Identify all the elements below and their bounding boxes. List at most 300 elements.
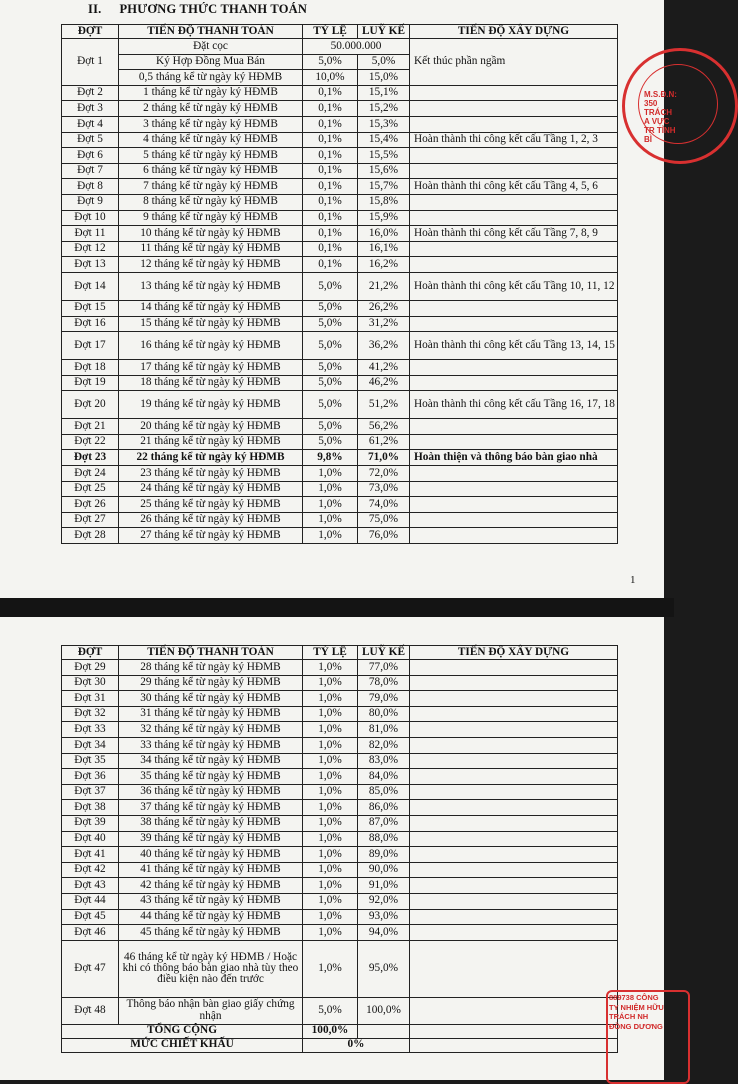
- table-row: [62, 132, 618, 148]
- construction-cell: [410, 241, 618, 257]
- section-heading: PHƯƠNG THỨC THANH TOÁN: [119, 2, 308, 16]
- payment-cell: 41 tháng kể từ ngày ký HĐMB: [119, 862, 303, 878]
- payment-cell: 4 tháng kể từ ngày ký HĐMB: [119, 132, 303, 148]
- rate-cell: 0,1%: [303, 257, 358, 273]
- cumulative-cell: 84,0%: [358, 769, 410, 785]
- dot-47-cumulative: 95,0%: [358, 940, 410, 997]
- payment-cell: 24 tháng kể từ ngày ký HĐMB: [119, 481, 303, 497]
- construction-cell: [410, 316, 618, 332]
- construction-cell: [410, 784, 618, 800]
- table-row: [62, 316, 618, 332]
- dot-cell: Đợt 6: [62, 148, 119, 164]
- construction-cell: [410, 737, 618, 753]
- construction-cell: [410, 769, 618, 785]
- dot-1b-payment: 0,5 tháng kể từ ngày ký HĐMB: [119, 70, 303, 86]
- dot-cell: Đợt 37: [62, 784, 119, 800]
- rate-cell: 5,0%: [303, 360, 358, 376]
- cumulative-cell: 15,5%: [358, 148, 410, 164]
- dot-1b-rate: 10,0%: [303, 70, 358, 86]
- payment-cell: 40 tháng kể từ ngày ký HĐMB: [119, 847, 303, 863]
- payment-cell: 11 tháng kể từ ngày ký HĐMB: [119, 241, 303, 257]
- dot-cell: Đợt 42: [62, 862, 119, 878]
- construction-cell: [410, 800, 618, 816]
- dot-cell: Đợt 10: [62, 210, 119, 226]
- table-row: [62, 450, 618, 466]
- construction-cell: [410, 360, 618, 376]
- rate-cell: 0,1%: [303, 210, 358, 226]
- dot-48-label: Đợt 48: [62, 997, 119, 1024]
- rate-cell: 5,0%: [303, 272, 358, 300]
- table-row: [62, 847, 618, 863]
- cumulative-cell: 15,7%: [358, 179, 410, 195]
- table-row: [62, 466, 618, 482]
- payment-cell: 36 tháng kể từ ngày ký HĐMB: [119, 784, 303, 800]
- dot-cell: Đợt 24: [62, 466, 119, 482]
- total-label: TỔNG CỘNG: [62, 1024, 303, 1038]
- construction-cell: Hoàn thành thi công kết cấu Tầng 7, 8, 9: [410, 226, 618, 242]
- dot-cell: Đợt 16: [62, 316, 119, 332]
- table-row: [62, 163, 618, 179]
- rate-cell: 1,0%: [303, 528, 358, 544]
- construction-cell: [410, 722, 618, 738]
- cumulative-cell: 15,2%: [358, 101, 410, 117]
- construction-cell: [410, 148, 618, 164]
- payment-cell: 43 tháng kể từ ngày ký HĐMB: [119, 893, 303, 909]
- dot-1a-payment: Ký Hợp Đồng Mua Bán: [119, 54, 303, 70]
- construction-cell: [410, 660, 618, 676]
- total-empty: [358, 1024, 410, 1038]
- dot-cell: Đợt 30: [62, 675, 119, 691]
- construction-cell: [410, 909, 618, 925]
- payment-cell: 20 tháng kể từ ngày ký HĐMB: [119, 419, 303, 435]
- cumulative-cell: 77,0%: [358, 660, 410, 676]
- rate-cell: 0,1%: [303, 85, 358, 101]
- construction-cell: [410, 862, 618, 878]
- cumulative-cell: 16,2%: [358, 257, 410, 273]
- deposit-amount: 50.000.000: [303, 39, 410, 55]
- rate-cell: 5,0%: [303, 300, 358, 316]
- cumulative-cell: 16,0%: [358, 226, 410, 242]
- table-row: [62, 85, 618, 101]
- dot-cell: Đợt 27: [62, 512, 119, 528]
- page-number: 1: [630, 574, 636, 586]
- payment-cell: 9 tháng kể từ ngày ký HĐMB: [119, 210, 303, 226]
- table-row: [62, 512, 618, 528]
- construction-cell: [410, 691, 618, 707]
- dot-cell: Đợt 38: [62, 800, 119, 816]
- dot-cell: Đợt 15: [62, 300, 119, 316]
- construction-cell: [410, 831, 618, 847]
- rate-cell: 5,0%: [303, 375, 358, 391]
- table-row: [62, 800, 618, 816]
- rate-cell: 1,0%: [303, 831, 358, 847]
- payment-cell: 12 tháng kể từ ngày ký HĐMB: [119, 257, 303, 273]
- table-row: [62, 909, 618, 925]
- dot-1a-cumulative: 5,0%: [358, 54, 410, 70]
- cumulative-cell: 61,2%: [358, 434, 410, 450]
- construction-cell: Hoàn thành thi công kết cấu Tầng 1, 2, 3: [410, 132, 618, 148]
- rate-cell: 1,0%: [303, 481, 358, 497]
- construction-cell: Hoàn thành thi công kết cấu Tầng 13, 14, 15: [410, 332, 618, 360]
- cumulative-cell: 86,0%: [358, 800, 410, 816]
- rate-cell: 1,0%: [303, 512, 358, 528]
- deposit-label: Đặt cọc: [119, 39, 303, 55]
- cumulative-cell: 94,0%: [358, 925, 410, 941]
- rate-cell: 0,1%: [303, 179, 358, 195]
- payment-cell: 27 tháng kể từ ngày ký HĐMB: [119, 528, 303, 544]
- rate-cell: 0,1%: [303, 132, 358, 148]
- document-page-2: [0, 617, 664, 1080]
- table-row: [62, 878, 618, 894]
- page-gap: [0, 598, 674, 617]
- construction-cell: [410, 675, 618, 691]
- rate-cell: 1,0%: [303, 497, 358, 513]
- rate-cell: 5,0%: [303, 434, 358, 450]
- rate-cell: 0,1%: [303, 101, 358, 117]
- header-cumulative: LUỸ KẾ: [358, 646, 410, 660]
- cumulative-cell: 88,0%: [358, 831, 410, 847]
- construction-cell: [410, 300, 618, 316]
- table-row: [62, 116, 618, 132]
- header-rate: TỶ LỆ: [303, 646, 358, 660]
- cumulative-cell: 15,3%: [358, 116, 410, 132]
- table-row: [62, 528, 618, 544]
- dot-cell: Đợt 9: [62, 194, 119, 210]
- payment-cell: 10 tháng kể từ ngày ký HĐMB: [119, 226, 303, 242]
- rate-cell: 1,0%: [303, 706, 358, 722]
- cumulative-cell: 74,0%: [358, 497, 410, 513]
- payment-cell: 30 tháng kể từ ngày ký HĐMB: [119, 691, 303, 707]
- payment-cell: 35 tháng kể từ ngày ký HĐMB: [119, 769, 303, 785]
- dot-48-rate: 5,0%: [303, 997, 358, 1024]
- table-row: [62, 272, 618, 300]
- deposit-row: [62, 39, 618, 55]
- table-row: [62, 481, 618, 497]
- rate-cell: 1,0%: [303, 675, 358, 691]
- header-construction-progress: TIẾN ĐỘ XÂY DỰNG: [410, 25, 618, 39]
- dot-cell: Đợt 18: [62, 360, 119, 376]
- construction-cell: [410, 753, 618, 769]
- payment-cell: 45 tháng kể từ ngày ký HĐMB: [119, 925, 303, 941]
- rate-cell: 5,0%: [303, 332, 358, 360]
- dot-47-construction: [410, 940, 618, 997]
- payment-cell: 23 tháng kể từ ngày ký HĐMB: [119, 466, 303, 482]
- header-payment-progress: TIẾN ĐỘ THANH TOÁN: [119, 646, 303, 660]
- cumulative-cell: 51,2%: [358, 391, 410, 419]
- table-row: [62, 769, 618, 785]
- rate-cell: 1,0%: [303, 909, 358, 925]
- table-row: [62, 722, 618, 738]
- table-row: [62, 737, 618, 753]
- table-row: [62, 101, 618, 117]
- cumulative-cell: 75,0%: [358, 512, 410, 528]
- payment-cell: 7 tháng kể từ ngày ký HĐMB: [119, 179, 303, 195]
- cumulative-cell: 41,2%: [358, 360, 410, 376]
- cumulative-cell: 90,0%: [358, 862, 410, 878]
- dot-cell: Đợt 43: [62, 878, 119, 894]
- section-title: [88, 2, 325, 17]
- rate-cell: 0,1%: [303, 194, 358, 210]
- table-row: [62, 148, 618, 164]
- rate-cell: 1,0%: [303, 815, 358, 831]
- payment-cell: 32 tháng kể từ ngày ký HĐMB: [119, 722, 303, 738]
- payment-schedule-table-2: [61, 645, 618, 1053]
- dot-cell: Đợt 26: [62, 497, 119, 513]
- table-row: [62, 675, 618, 691]
- dot-cell: Đợt 14: [62, 272, 119, 300]
- cumulative-cell: 83,0%: [358, 753, 410, 769]
- payment-cell: 29 tháng kể từ ngày ký HĐMB: [119, 675, 303, 691]
- payment-cell: 19 tháng kể từ ngày ký HĐMB: [119, 391, 303, 419]
- rate-cell: 5,0%: [303, 419, 358, 435]
- company-stamp-top: [616, 46, 677, 166]
- table-row: [62, 391, 618, 419]
- cumulative-cell: 31,2%: [358, 316, 410, 332]
- table-row: [62, 241, 618, 257]
- table-row: [62, 375, 618, 391]
- table-row: [62, 893, 618, 909]
- rate-cell: 1,0%: [303, 691, 358, 707]
- dot-cell: Đợt 23: [62, 450, 119, 466]
- dot-cell: Đợt 41: [62, 847, 119, 863]
- table-header-row: [62, 646, 618, 660]
- payment-cell: 8 tháng kể từ ngày ký HĐMB: [119, 194, 303, 210]
- construction-cell: [410, 893, 618, 909]
- total-value: 100,0%: [303, 1024, 358, 1038]
- dot-cell: Đợt 33: [62, 722, 119, 738]
- table-row: [62, 815, 618, 831]
- rate-cell: 1,0%: [303, 753, 358, 769]
- dot-48-row: [62, 997, 618, 1024]
- dot-47-row: [62, 940, 618, 997]
- construction-cell: Hoàn thành thi công kết cấu Tầng 16, 17, 18: [410, 391, 618, 419]
- rate-cell: 0,1%: [303, 116, 358, 132]
- payment-cell: 38 tháng kể từ ngày ký HĐMB: [119, 815, 303, 831]
- payment-cell: 6 tháng kể từ ngày ký HĐMB: [119, 163, 303, 179]
- header-rate: TỶ LỆ: [303, 25, 358, 39]
- section-number: II.: [88, 2, 102, 16]
- rate-cell: 1,0%: [303, 769, 358, 785]
- cumulative-cell: 46,2%: [358, 375, 410, 391]
- rate-cell: 1,0%: [303, 925, 358, 941]
- payment-cell: 37 tháng kể từ ngày ký HĐMB: [119, 800, 303, 816]
- rate-cell: 1,0%: [303, 784, 358, 800]
- stamp-bottom-text: 889738 CÔNG TY NHIỆM HỮU TRÁCH NH ĐỒNG DƯƠNG: [609, 993, 664, 1031]
- header-dot: ĐỢT: [62, 25, 119, 39]
- construction-cell: [410, 847, 618, 863]
- payment-cell: 5 tháng kể từ ngày ký HĐMB: [119, 148, 303, 164]
- table-row: [62, 753, 618, 769]
- table-row: [62, 831, 618, 847]
- construction-cell: [410, 878, 618, 894]
- header-dot: ĐỢT: [62, 646, 119, 660]
- cumulative-cell: 78,0%: [358, 675, 410, 691]
- construction-cell: [410, 434, 618, 450]
- dot-cell: Đợt 21: [62, 419, 119, 435]
- payment-cell: 42 tháng kể từ ngày ký HĐMB: [119, 878, 303, 894]
- cumulative-cell: 15,1%: [358, 85, 410, 101]
- payment-cell: 44 tháng kể từ ngày ký HĐMB: [119, 909, 303, 925]
- dot-cell: Đợt 5: [62, 132, 119, 148]
- rate-cell: 5,0%: [303, 316, 358, 332]
- dot-cell: Đợt 8: [62, 179, 119, 195]
- payment-cell: 2 tháng kể từ ngày ký HĐMB: [119, 101, 303, 117]
- construction-cell: Hoàn thiện và thông báo bàn giao nhà: [410, 450, 618, 466]
- dot-cell: Đợt 11: [62, 226, 119, 242]
- table-row: [62, 360, 618, 376]
- cumulative-cell: 91,0%: [358, 878, 410, 894]
- cumulative-cell: 15,9%: [358, 210, 410, 226]
- cumulative-cell: 15,4%: [358, 132, 410, 148]
- discount-construction: [410, 1038, 618, 1052]
- rate-cell: 1,0%: [303, 800, 358, 816]
- table-row: [62, 925, 618, 941]
- table-row: [62, 332, 618, 360]
- payment-cell: 16 tháng kể từ ngày ký HĐMB: [119, 332, 303, 360]
- dot-47-payment: 46 tháng kể từ ngày ký HĐMB / Hoặc khi có thông báo bàn giao nhà tùy theo điều kiện nào đến trước: [119, 940, 303, 997]
- dot-cell: Đợt 39: [62, 815, 119, 831]
- discount-row: [62, 1038, 618, 1052]
- table-row: [62, 194, 618, 210]
- construction-cell: [410, 481, 618, 497]
- dot-cell: Đợt 17: [62, 332, 119, 360]
- cumulative-cell: 93,0%: [358, 909, 410, 925]
- construction-cell: Hoàn thành thi công kết cấu Tầng 4, 5, 6: [410, 179, 618, 195]
- construction-cell: [410, 512, 618, 528]
- construction-cell: [410, 210, 618, 226]
- payment-cell: 34 tháng kể từ ngày ký HĐMB: [119, 753, 303, 769]
- payment-cell: 15 tháng kể từ ngày ký HĐMB: [119, 316, 303, 332]
- rate-cell: 0,1%: [303, 226, 358, 242]
- table-row: [62, 784, 618, 800]
- table-row: [62, 497, 618, 513]
- cumulative-cell: 56,2%: [358, 419, 410, 435]
- dot-cell: Đợt 34: [62, 737, 119, 753]
- company-stamp-bottom: [606, 990, 664, 1080]
- cumulative-cell: 16,1%: [358, 241, 410, 257]
- payment-cell: 14 tháng kể từ ngày ký HĐMB: [119, 300, 303, 316]
- rate-cell: 1,0%: [303, 660, 358, 676]
- table-row: [62, 434, 618, 450]
- payment-cell: 25 tháng kể từ ngày ký HĐMB: [119, 497, 303, 513]
- cumulative-cell: 81,0%: [358, 722, 410, 738]
- cumulative-cell: 79,0%: [358, 691, 410, 707]
- dot-cell: Đợt 25: [62, 481, 119, 497]
- total-row: [62, 1024, 618, 1038]
- dot-cell: Đợt 32: [62, 706, 119, 722]
- payment-cell: 1 tháng kể từ ngày ký HĐMB: [119, 85, 303, 101]
- dot-1b-cumulative: 15,0%: [358, 70, 410, 86]
- dot-cell: Đợt 40: [62, 831, 119, 847]
- dot-48-construction: [410, 997, 618, 1024]
- payment-cell: 31 tháng kể từ ngày ký HĐMB: [119, 706, 303, 722]
- payment-cell: 26 tháng kể từ ngày ký HĐMB: [119, 512, 303, 528]
- cumulative-cell: 15,8%: [358, 194, 410, 210]
- cumulative-cell: 82,0%: [358, 737, 410, 753]
- dot-48-cumulative: 100,0%: [358, 997, 410, 1024]
- table-row: [62, 179, 618, 195]
- dot-cell: Đợt 45: [62, 909, 119, 925]
- dot-cell: Đợt 28: [62, 528, 119, 544]
- rate-cell: 0,1%: [303, 241, 358, 257]
- dot-cell: Đợt 31: [62, 691, 119, 707]
- construction-cell: [410, 528, 618, 544]
- rate-cell: 1,0%: [303, 466, 358, 482]
- dot-cell: Đợt 36: [62, 769, 119, 785]
- table-row: [62, 226, 618, 242]
- dot-cell: Đợt 46: [62, 925, 119, 941]
- dot-cell: Đợt 44: [62, 893, 119, 909]
- table-row: [62, 691, 618, 707]
- discount-value: 0%: [303, 1038, 410, 1052]
- rate-cell: 5,0%: [303, 391, 358, 419]
- table-row: [62, 419, 618, 435]
- dot-47-label: Đợt 47: [62, 940, 119, 997]
- payment-cell: 21 tháng kể từ ngày ký HĐMB: [119, 434, 303, 450]
- table-row: [62, 706, 618, 722]
- discount-label: MỨC CHIẾT KHẤU: [62, 1038, 303, 1052]
- cumulative-cell: 26,2%: [358, 300, 410, 316]
- cumulative-cell: 85,0%: [358, 784, 410, 800]
- construction-cell: [410, 85, 618, 101]
- cumulative-cell: 72,0%: [358, 466, 410, 482]
- rate-cell: 1,0%: [303, 847, 358, 863]
- dot-47-rate: 1,0%: [303, 940, 358, 997]
- cumulative-cell: 92,0%: [358, 893, 410, 909]
- construction-cell: [410, 925, 618, 941]
- construction-cell: [410, 815, 618, 831]
- dot-48-payment: Thông báo nhận bàn giao giấy chứng nhận: [119, 997, 303, 1024]
- construction-cell: [410, 163, 618, 179]
- rate-cell: 0,1%: [303, 163, 358, 179]
- dot-cell: Đợt 22: [62, 434, 119, 450]
- payment-cell: 17 tháng kể từ ngày ký HĐMB: [119, 360, 303, 376]
- table-row: [62, 660, 618, 676]
- dot-cell: Đợt 4: [62, 116, 119, 132]
- rate-cell: 0,1%: [303, 148, 358, 164]
- dot-cell: Đợt 7: [62, 163, 119, 179]
- dot-cell: Đợt 12: [62, 241, 119, 257]
- dot-1-label: Đợt 1: [62, 39, 119, 86]
- cumulative-cell: 71,0%: [358, 450, 410, 466]
- payment-cell: 13 tháng kể từ ngày ký HĐMB: [119, 272, 303, 300]
- dot-cell: Đợt 35: [62, 753, 119, 769]
- construction-cell: [410, 101, 618, 117]
- cumulative-cell: 87,0%: [358, 815, 410, 831]
- cumulative-cell: 76,0%: [358, 528, 410, 544]
- payment-cell: 33 tháng kể từ ngày ký HĐMB: [119, 737, 303, 753]
- rate-cell: 1,0%: [303, 878, 358, 894]
- construction-cell: [410, 116, 618, 132]
- table-header-row: [62, 25, 618, 39]
- construction-cell: Hoàn thành thi công kết cấu Tầng 10, 11, 12: [410, 272, 618, 300]
- construction-cell: [410, 706, 618, 722]
- dot-cell: Đợt 19: [62, 375, 119, 391]
- construction-cell: [410, 194, 618, 210]
- dot-1-construction: Kết thúc phần ngầm: [410, 39, 618, 86]
- stamp-top-text: M.S.Đ.N: 350 TRÁCH A VỰC TR TỈNH BÌ: [644, 90, 677, 144]
- dot-cell: Đợt 3: [62, 101, 119, 117]
- cumulative-cell: 15,6%: [358, 163, 410, 179]
- table-row: [62, 300, 618, 316]
- total-construction: [410, 1024, 618, 1038]
- rate-cell: 1,0%: [303, 893, 358, 909]
- rate-cell: 9,8%: [303, 450, 358, 466]
- header-construction-progress: TIẾN ĐỘ XÂY DỰNG: [410, 646, 618, 660]
- table-row: [62, 862, 618, 878]
- rate-cell: 1,0%: [303, 722, 358, 738]
- construction-cell: [410, 419, 618, 435]
